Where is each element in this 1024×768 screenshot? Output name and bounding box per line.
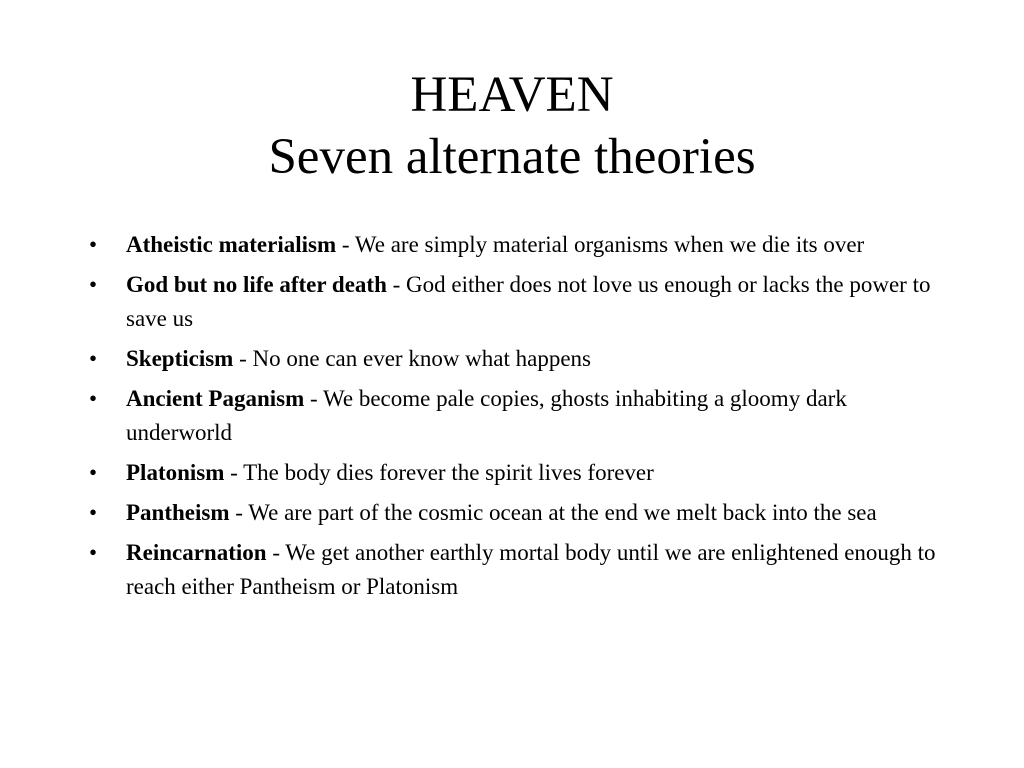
theory-term: God but no life after death — [126, 272, 387, 297]
bullet-icon: • — [88, 232, 98, 257]
bullet-icon: • — [88, 540, 98, 565]
bullet-icon: • — [88, 346, 98, 371]
bullet-icon: • — [88, 272, 98, 297]
theory-description: - We are part of the cosmic ocean at the end we melt back into the sea — [229, 500, 877, 525]
title-line-subtitle: Seven alternate theories — [268, 129, 756, 185]
list-item — [83, 382, 943, 450]
theory-description: - The body dies forever the spirit lives forever — [224, 460, 654, 485]
theory-list — [83, 228, 943, 610]
list-item — [83, 496, 943, 530]
bullet-icon: • — [88, 500, 98, 525]
theory-term: Skepticism — [126, 346, 234, 371]
list-item — [83, 342, 943, 376]
list-item — [83, 228, 943, 262]
list-item — [83, 268, 943, 336]
title-line-heaven: HEAVEN — [410, 67, 614, 123]
bullet-icon: • — [88, 460, 98, 485]
theory-term: Ancient Paganism — [126, 386, 305, 411]
bullet-icon: • — [88, 386, 98, 411]
theory-term: Pantheism — [126, 500, 230, 525]
list-item — [83, 456, 943, 490]
theory-term: Atheistic materialism — [126, 232, 337, 257]
theory-term: Platonism — [126, 460, 225, 485]
theory-term: Reincarnation — [126, 540, 267, 565]
theory-description: - We get another earthly mortal body until we are enlightened enough to reach either Pantheism or Platonism — [126, 540, 936, 599]
theory-description: - We are simply material organisms when we die its over — [336, 232, 865, 257]
theory-description: - God either does not love us enough or lacks the power to save us — [126, 272, 931, 331]
theory-description: - No one can ever know what happens — [233, 346, 592, 371]
list-item — [83, 536, 943, 604]
slide-title — [0, 64, 1024, 188]
theory-description: - We become pale copies, ghosts inhabiting a gloomy dark underworld — [126, 386, 847, 445]
